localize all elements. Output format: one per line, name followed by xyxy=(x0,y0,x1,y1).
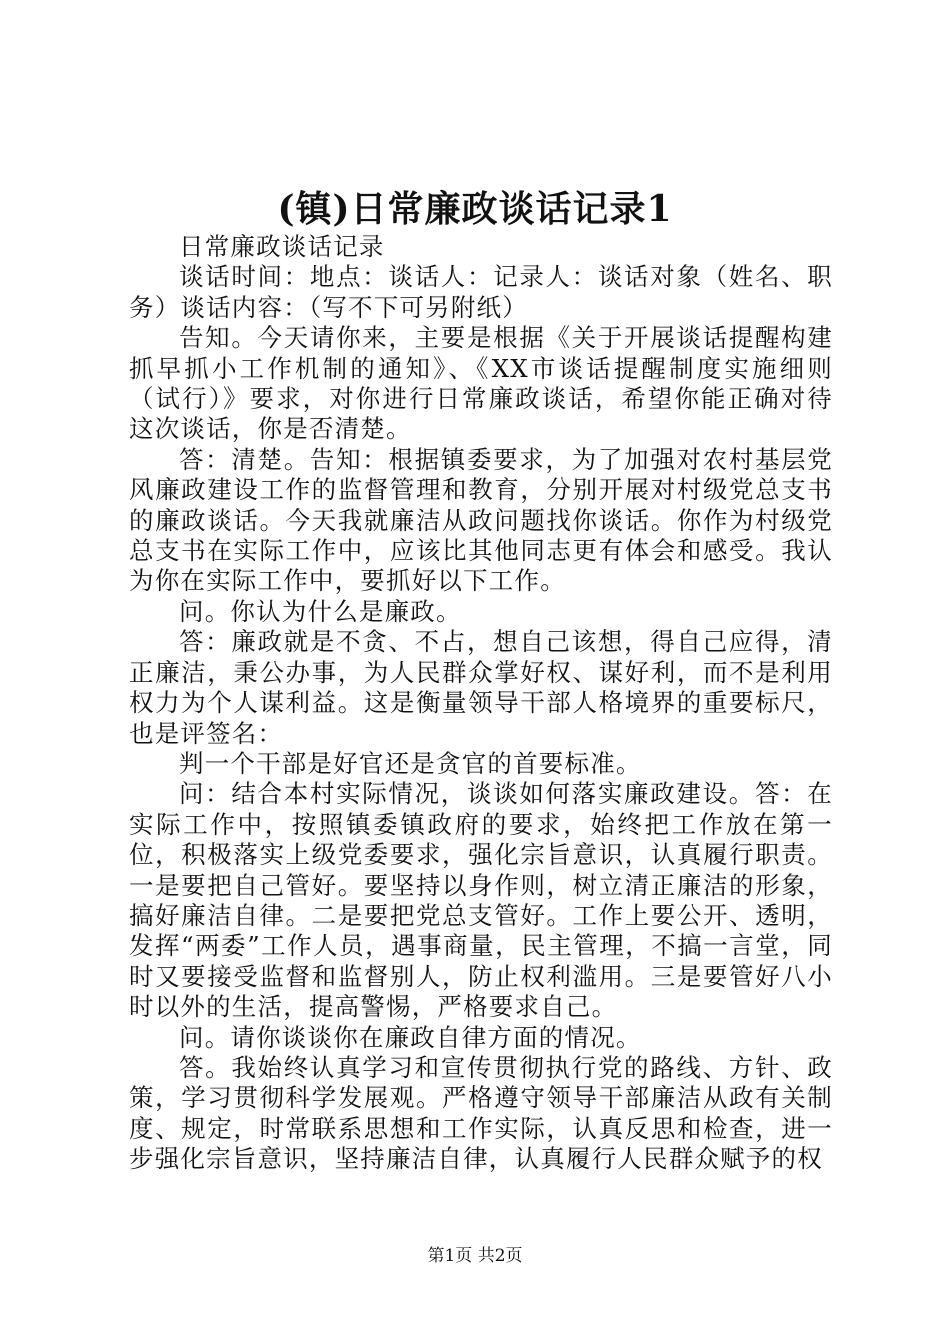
paragraph-continuation: 判一个干部是好官还是贪官的首要标准。 xyxy=(179,748,642,778)
paragraph-question-2: 问：结合本村实际情况，谈谈如何落实廉政建设。答：在实际工作中，按照镇委镇政府的要求，始终把工作放在第一位，积极落实上级党委要求，强化宗旨意识，认真履行职责。一是要把自己管好。要坚持以身作则，树立清正廉洁的形象，搞好廉洁自律。二是要把党总支管好。工作上要公开、透明，发挥“两委”工作人员，遇事商量，民主管理，不搞一言堂，同时又要接受监督和监督别人，防止权利滥用。三是要管好八小时以外的生活，提高警惕，严格要求自己。 xyxy=(129,779,833,1022)
document-title: (镇)日常廉政谈话记录1 xyxy=(277,188,673,230)
paragraph-answer-1: 答：清楚。告知：根据镇委要求，为了加强对农村基层党风廉政建设工作的监督管理和教育，分别开展对村级党总支书的廉政谈话。今天我就廉洁从政问题找你谈话。你作为村级党总支书在实际工作中，应该比其他同志更有体会和感受。我认为你在实际工作中，要抓好以下工作。 xyxy=(129,444,833,596)
paragraph-question-1: 问。你认为什么是廉政。 xyxy=(179,596,462,626)
paragraph-notice: 告知。今天请你来，主要是根据《关于开展谈话提醒构建抓早抓小工作机制的通知》、《XX市谈话提醒制度实施细则（试行）》要求，对你进行日常廉政谈话，希望你能正确对待这次谈话，你是否清楚。 xyxy=(129,323,833,444)
paragraph-answer-2: 答：廉政就是不贪、不占，想自己该想，得自己应得，清正廉洁，秉公办事，为人民群众掌好权、谋好利，而不是利用权力为个人谋利益。这是衡量领导干部人格境界的重要标尺，也是评签名： xyxy=(129,627,833,748)
paragraph-heading: 日常廉政谈话记录 xyxy=(179,232,385,261)
document-body xyxy=(129,232,833,1175)
paragraph-answer-3: 答。我始终认真学习和宣传贯彻执行党的路线、方针、政策，学习贯彻科学发展观。严格遵守领导干部廉洁从政有关制度、规定，时常联系思想和工作实际，认真反思和检查，进一步强化宗旨意识，坚持廉洁自律，认真履行人民群众赋予的权 xyxy=(129,1052,833,1174)
paragraph-meta-fields: 谈话时间：地点：谈话人：记录人：谈话对象（姓名、职务）谈话内容：（写不下可另附纸） xyxy=(129,262,833,322)
page-number-footer: 第1页 共2页 xyxy=(427,1246,523,1266)
paragraph-question-3: 问。请你谈谈你在廉政自律方面的情况。 xyxy=(179,1022,642,1052)
